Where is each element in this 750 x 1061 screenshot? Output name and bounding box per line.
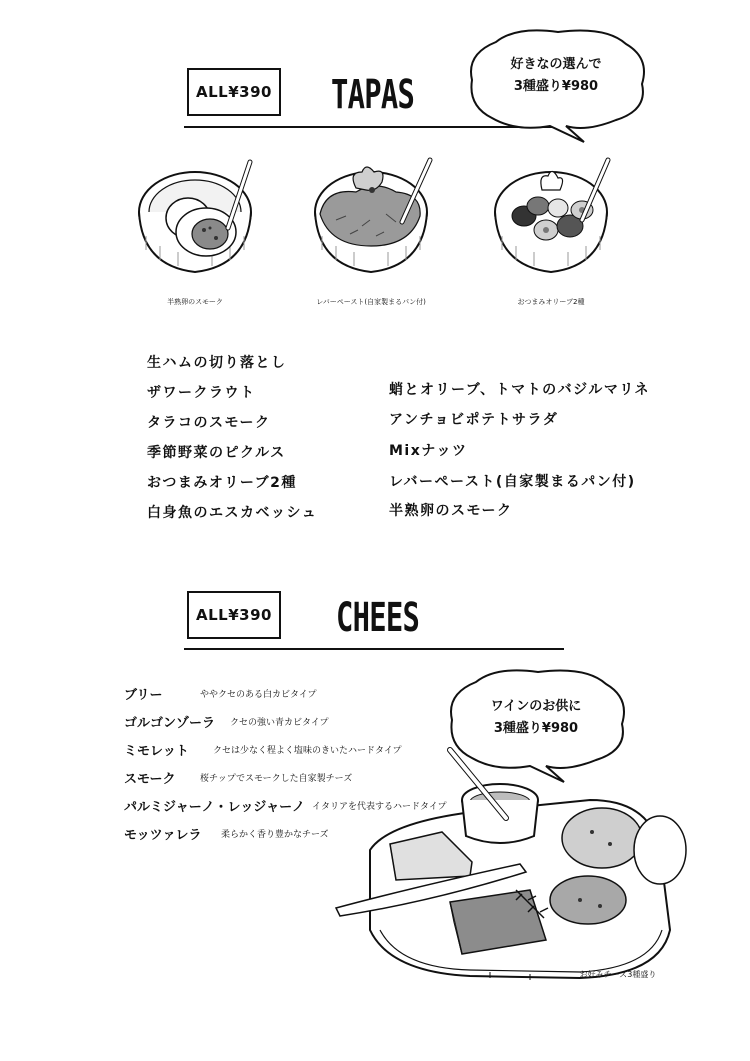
tapas-item: ザワークラウト (147, 385, 256, 401)
cheese-divider (184, 648, 564, 650)
cheese-item-name: スモーク (124, 772, 176, 787)
tapas-item: アンチョビポテトサラダ (389, 412, 559, 428)
cheese-item-name: ゴルゴンゾーラ (124, 716, 216, 731)
tapas-bubble-line2: 3種盛り¥980 (513, 79, 599, 94)
tapas-price-badge (187, 68, 281, 116)
smoked-egg-bowl-icon (130, 150, 260, 290)
cheese-item-desc: クセは少なく程よく塩味のきいたハードタイプ (213, 746, 402, 756)
tapas-bubble-line1: 好きなの選んで (510, 57, 602, 72)
tapas-item: タラコのスモーク (147, 415, 271, 431)
tapas-item: レバーペースト(自家製まるパン付) (389, 474, 636, 490)
tapas-item: 生ハムの切り落とし (147, 355, 287, 371)
liver-paste-bowl-icon (306, 150, 436, 290)
cheese-platter-caption: お好みチーズ3種盛り (579, 970, 657, 979)
cheese-heading: CHEES (336, 595, 420, 641)
cheese-item-desc: 柔らかく香り豊かなチーズ (221, 830, 329, 840)
cheese-item-name: ブリー (124, 688, 163, 703)
tapas-item: 季節野菜のピクルス (147, 445, 286, 461)
cheese-price-text: ALL¥390 (196, 606, 272, 624)
olive-bowl-icon (486, 150, 616, 290)
cheese-item-name: パルミジャーノ・レッジャーノ (124, 800, 305, 815)
cheese-item-name: モッツァレラ (124, 828, 202, 843)
tapas-heading: TAPAS (331, 72, 415, 118)
cheese-bubble-line1: ワインのお供に (490, 699, 582, 714)
olive-caption: おつまみオリーブ2種 (517, 298, 585, 306)
smoked-egg-caption: 半熟卵のスモーク (167, 298, 223, 306)
cheese-bubble-text (456, 696, 616, 740)
cheese-item-desc: イタリアを代表するハードタイプ (312, 802, 447, 812)
tapas-item: おつまみオリーブ2種 (147, 475, 297, 491)
tapas-item: 白身魚のエスカベッシュ (147, 505, 318, 521)
tapas-bubble-text (476, 54, 636, 98)
cheese-item-desc: 桜チップでスモークした自家製チーズ (200, 774, 353, 784)
cheese-price-badge (187, 591, 281, 639)
liver-paste-caption: レバーペースト(自家製まるパン付) (316, 298, 426, 306)
tapas-item: 半熟卵のスモーク (389, 503, 513, 519)
cheese-item-desc: ややクセのある白カビタイプ (200, 690, 317, 700)
cheese-bubble-line2: 3種盛り¥980 (493, 721, 579, 736)
tapas-item: Mixナッツ (389, 443, 468, 459)
tapas-price-text: ALL¥390 (196, 83, 272, 101)
cheese-item-name: ミモレット (124, 744, 189, 759)
tapas-item: 蛸とオリーブ、トマトのバジルマリネ (389, 382, 651, 398)
cheese-item-desc: クセの強い青カビタイプ (230, 718, 329, 728)
